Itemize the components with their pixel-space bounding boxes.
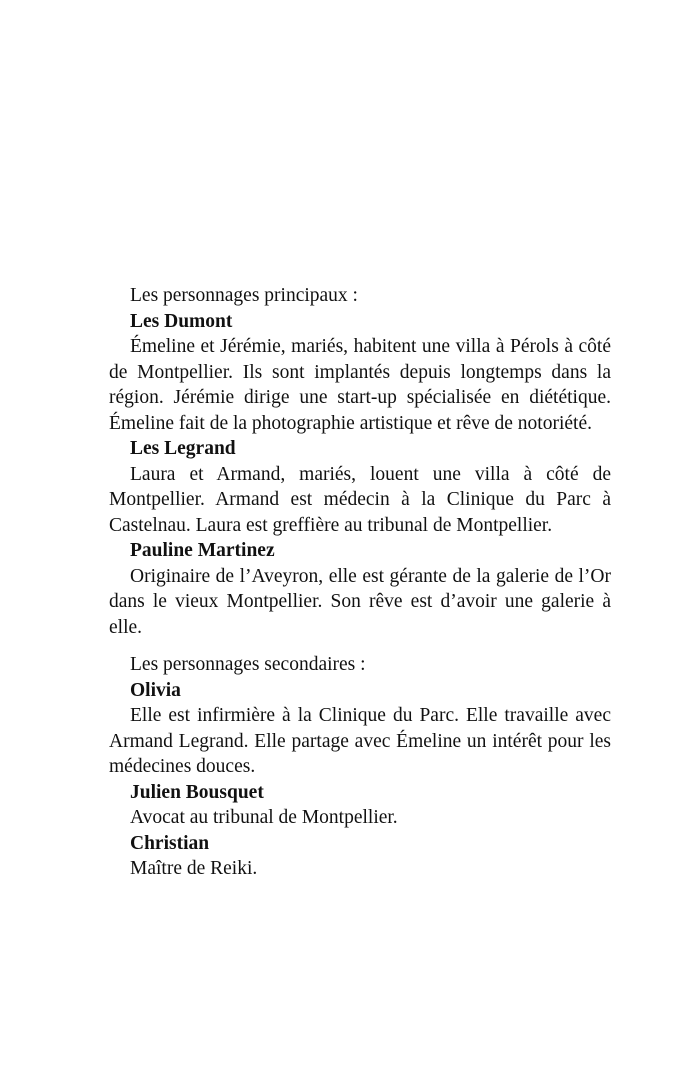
character-description: Avocat au tribunal de Montpellier. (130, 807, 398, 828)
character-name: Olivia (130, 679, 181, 701)
character-name: Julien Bousquet (130, 781, 264, 803)
character-description: Originaire de l’Aveyron, elle est gérante de la galerie de l’Or dans le vieux Montpellier. Son rêve est d’avoir une galerie à elle. (109, 565, 611, 638)
character-description: Elle est infirmière à la Clinique du Parc. Elle travaille avec Armand Legrand. Elle partage avec Émeline un intérêt pour les médecines douces. (109, 705, 611, 777)
character-name: Pauline Martinez (130, 540, 275, 561)
character-description: Laura et Armand, mariés, louent une villa à côté de Montpellier. Armand est médecin à la Clinique du Parc à Castelnau. Laura est greffière au tribunal de Montpellier. (109, 463, 611, 536)
character-list (109, 283, 611, 882)
character-name: Christian (130, 832, 210, 854)
section-spacer (109, 640, 611, 652)
character-description: Maître de Reiki. (130, 858, 258, 879)
secondary-characters-heading: Les personnages secondaires : (130, 654, 366, 675)
main-characters-heading: Les personnages principaux : (130, 285, 358, 306)
character-description: Émeline et Jérémie, mariés, habitent une villa à Pérols à côté de Montpellier. Ils sont implantés depuis longtemps dans la région. Jérémie dirige une start-up spécialisée en diététique. Émeline fait de la photographie artistique et rêve de notoriété. (109, 336, 611, 434)
character-name: Les Dumont (130, 310, 233, 332)
character-name: Les Legrand (130, 438, 236, 459)
